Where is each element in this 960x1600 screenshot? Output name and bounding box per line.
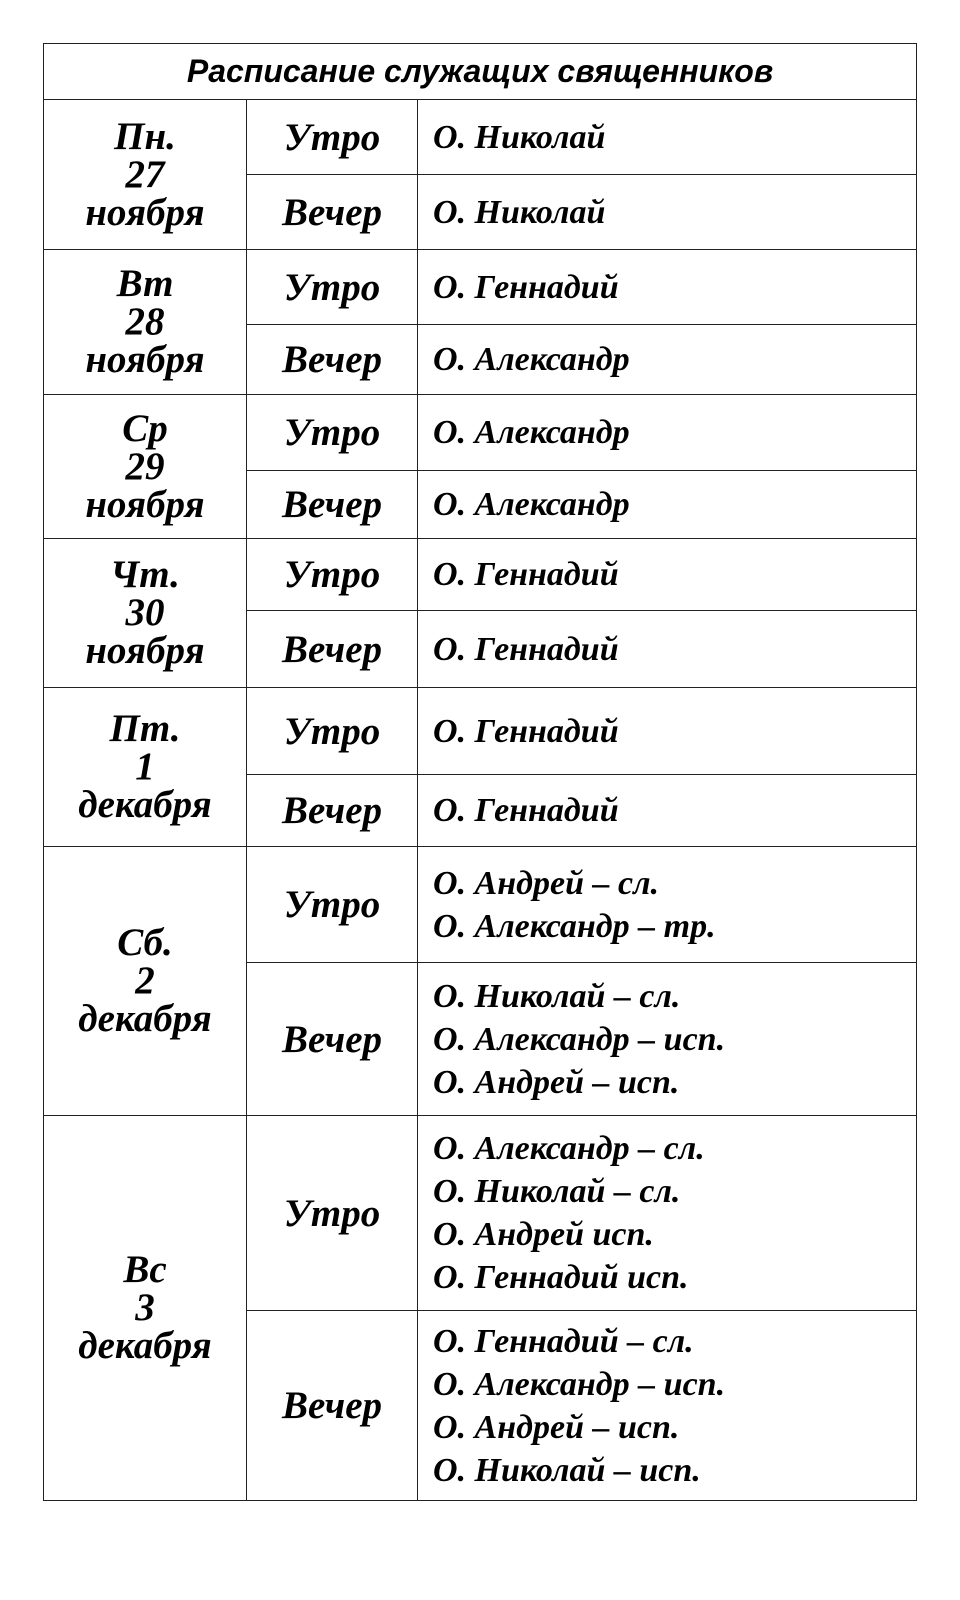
priests-cell [418, 688, 917, 775]
day-date: 28 [125, 300, 165, 343]
priests-cell [418, 611, 917, 688]
day-cell [44, 688, 247, 847]
schedule-row [44, 395, 917, 471]
priest-entry: О. Николай – сл. [433, 977, 681, 1015]
day-cell [44, 539, 247, 688]
priest-entry: О. Николай – сл. [433, 1173, 681, 1210]
priest-entry: О. Николай – исп. [433, 1451, 701, 1489]
priests-cell [418, 1311, 917, 1501]
priests-cell [418, 963, 917, 1116]
day-weekday: Чт. [110, 553, 180, 596]
schedule-row [44, 847, 917, 963]
period-label: Вечер [247, 611, 418, 688]
period-label: Вечер [247, 963, 418, 1116]
schedule-row [44, 539, 917, 611]
schedule-title: Расписание служащих священников [44, 44, 917, 100]
priests-cell [418, 775, 917, 847]
priests-cell [418, 100, 917, 175]
day-weekday: Вс [123, 1248, 167, 1291]
priest-entry: О. Александр – сл. [433, 1130, 705, 1167]
priest-entry: О. Геннадий – сл. [433, 1322, 694, 1360]
day-cell [44, 847, 247, 1116]
priest-entry: О. Александр – тр. [433, 907, 716, 945]
schedule-row [44, 250, 917, 325]
priest-entry: О. Николай [433, 193, 606, 231]
period-label: Утро [247, 250, 418, 325]
priest-entry: О. Николай [433, 118, 606, 156]
priest-entry: О. Геннадий [433, 556, 619, 593]
period-label: Вечер [247, 325, 418, 395]
period-label: Утро [247, 395, 418, 471]
day-month: ноября [85, 190, 205, 234]
priest-entry: О. Александр [433, 486, 630, 523]
priest-entry: О. Андрей исп. [433, 1216, 654, 1253]
priest-entry: О. Геннадий исп. [433, 1259, 689, 1296]
title-row [44, 44, 917, 100]
day-weekday: Вт [116, 262, 174, 305]
day-cell [44, 395, 247, 539]
day-weekday: Ср [122, 406, 168, 450]
priest-entry: О. Геннадий [433, 712, 619, 750]
day-date: 29 [125, 444, 165, 488]
day-weekday: Сб. [117, 921, 173, 964]
priests-cell [418, 471, 917, 539]
priest-entry: О. Андрей – исп. [433, 1063, 680, 1101]
priests-cell [418, 325, 917, 395]
period-label: Утро [247, 688, 418, 775]
priest-entry: О. Александр [433, 414, 630, 451]
day-date: 27 [125, 152, 165, 196]
priests-cell [418, 539, 917, 611]
period-label: Утро [247, 100, 418, 175]
schedule-row [44, 1116, 917, 1311]
priest-entry: О. Андрей – сл. [433, 864, 660, 902]
day-date: 30 [125, 591, 165, 634]
day-cell [44, 100, 247, 250]
day-month: декабря [78, 783, 212, 826]
priest-entry: О. Александр – исп. [433, 1365, 726, 1403]
priest-entry: О. Геннадий [433, 792, 619, 829]
priest-entry: О. Геннадий [433, 268, 619, 306]
priest-entry: О. Александр – исп. [433, 1020, 726, 1058]
priests-cell [418, 1116, 917, 1311]
day-month: ноября [85, 338, 205, 381]
priests-cell [418, 175, 917, 250]
day-weekday: Пт. [109, 707, 181, 750]
schedule-row [44, 688, 917, 775]
priests-cell [418, 847, 917, 963]
day-month: ноября [85, 482, 205, 526]
priest-entry: О. Геннадий [433, 630, 619, 668]
day-month: декабря [78, 1324, 212, 1367]
day-weekday: Пн. [114, 114, 176, 158]
schedule-table [43, 43, 917, 1501]
schedule-row [44, 100, 917, 175]
day-month: декабря [78, 997, 212, 1040]
day-month: ноября [85, 629, 205, 672]
period-label: Утро [247, 1116, 418, 1311]
period-label: Вечер [247, 471, 418, 539]
period-label: Утро [247, 539, 418, 611]
day-date: 2 [135, 959, 155, 1002]
day-date: 1 [135, 745, 155, 788]
day-date: 3 [135, 1286, 155, 1329]
period-label: Вечер [247, 775, 418, 847]
priests-cell [418, 395, 917, 471]
period-label: Вечер [247, 175, 418, 250]
day-cell [44, 1116, 247, 1501]
period-label: Утро [247, 847, 418, 963]
day-cell [44, 250, 247, 395]
priest-entry: О. Андрей – исп. [433, 1408, 680, 1446]
priests-cell [418, 250, 917, 325]
priest-entry: О. Александр [433, 341, 630, 378]
period-label: Вечер [247, 1311, 418, 1501]
